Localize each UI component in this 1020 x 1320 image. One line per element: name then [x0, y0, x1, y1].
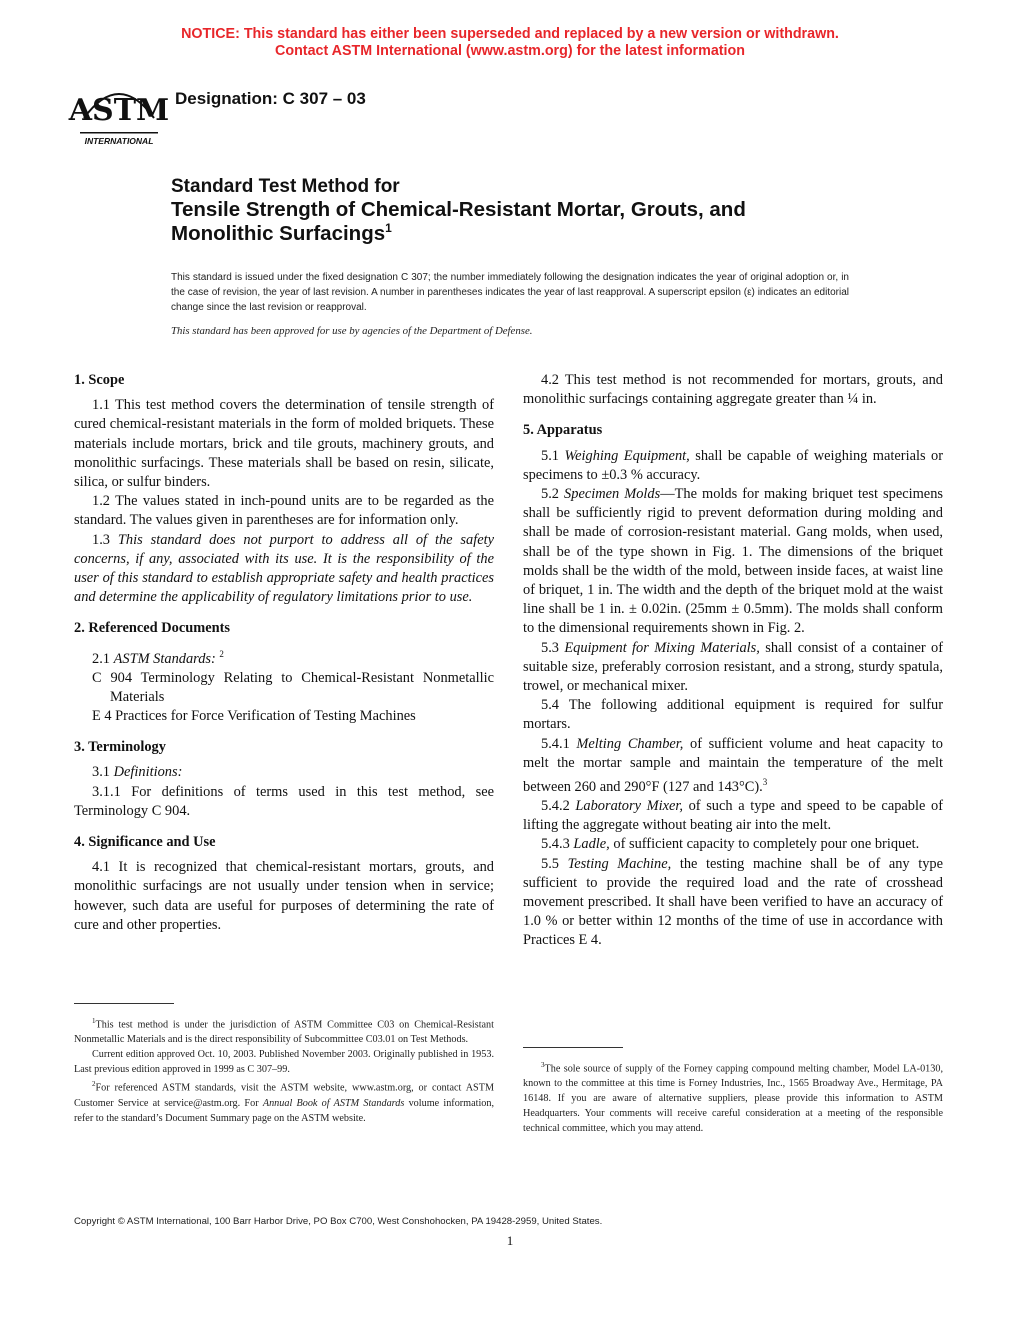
paragraph-4-1: 4.1 It is recognized that chemical-resistant mortars, grouts, and monolithic surfacings are not usually under tension when in service; however, such data are useful for purposes of determining the rate of cure and other properties.: [74, 859, 494, 933]
footnote-2: $^2$For referenced ASTM standards, visit the ASTM website, www.astm.org, or contact ASTM Customer Service at service@astm.org. For Annual Book of ASTM Standards volume information, refer to the standard’s Document Summary page on the ASTM website.: [74, 1080, 495, 1124]
notice-line-1: NOTICE: This standard has either been superseded and replaced by a new version or withdrawn.: [181, 26, 839, 42]
paragraph-2-1: 2.1 ASTM Standards: $^2$: [92, 648, 224, 667]
paragraph-5-2: 5.2 Specimen Molds—The molds for making briquet test specimens shall be sufficiently rigid to prevent deformation during molding and shall be made of corrosion-resistant material. Gang molds, when used, shall be of the type shown in Fig. 1. The dimensions of the briquet molds shall be the width of the mold, between inside faces, at waist line of briquet, 1 in. The width and the depth of the briquet mold at the waist line shall be 1 in. ± 0.02in. (25mm ± 0.5mm). The molds shall conform to the dimensional requirements shown in Fig. 2.: [523, 486, 943, 637]
paragraph-5-3: 5.3 Equipment for Mixing Materials, shall consist of a container of suitable size, preferably corrosion resistant, and a strong, sturdy spatula, trowel, or mechanical mixer.: [523, 639, 943, 695]
section-heading-scope: 1. Scope: [74, 372, 125, 388]
paragraph-1-2: 1.2 The values stated in inch-pound units are to be regarded as the standard. The values given in parentheses are for information only.: [74, 493, 494, 529]
footnotes-right: [523, 1058, 943, 1136]
paragraph-3-1: 3.1 Definitions:: [92, 764, 183, 781]
paragraph-5-4-3: 5.4.3 Ladle, of sufficient capacity to completely pour one briquet.: [541, 836, 920, 853]
paragraph-5-4-2: 5.4.2 Laboratory Mixer, of such a type and speed to be capable of lifting the aggregate without beating air into the melt.: [523, 798, 943, 834]
copyright-line: Copyright © ASTM International, 100 Barr Harbor Drive, PO Box C700, West Conshohocken, PA 19428-2959, United States.: [74, 1216, 603, 1227]
page-number: 1: [506, 1233, 514, 1248]
footnote-3: $^3$The sole source of supply of the Forney capping compound melting chamber, Model LA-0130, known to the committee at this time is Forney Industries, Inc., 1565 Broadway Ave., Hermitage, PA 16148. If you are aware of alternative suppliers, please provide this information to ASTM Headquarters. Your comments will receive careful consideration at a meeting of the responsible technical committee, which you may attend.: [523, 1061, 943, 1135]
intro-paragraph: This standard is issued under the fixed designation C 307; the number immediately following the designation indicates the year of original adoption or, in the case of revision, the year of last revision. A number in parentheses indicates the year of last reapproval. A superscript epsilon (ε) indicates an editorial change since the last revision or reapproval.: [171, 272, 849, 314]
logo-subtext: INTERNATIONAL: [84, 136, 154, 146]
notice-banner: [0, 26, 1020, 60]
section-heading-significance: 4. Significance and Use: [74, 834, 216, 851]
paragraph-1-1: 1.1 This test method covers the determination of tensile strength of cured chemical-resistant materials in the form of molded briquets. These materials include mortars, brick and tile grouts, machinery grouts, and monolithic surfacings. These materials shall be based on resin, silicate, silica, or sulfur binders.: [74, 397, 494, 491]
paragraph-3-1-1: 3.1.1 For definitions of terms used in this test method, see Terminology C 904.: [74, 783, 494, 819]
section-heading-refdocs: 2. Referenced Documents: [74, 620, 230, 637]
astm-logo-icon: [68, 78, 170, 150]
paragraph-5-4: 5.4 The following additional equipment is required for sulfur mortars.: [523, 697, 943, 733]
footnote-1-edition: Current edition approved Oct. 10, 2003. Published November 2003. Originally published in 1953. Last previous edition approved in 1999 as C 307–99.: [74, 1049, 494, 1076]
title-line-3: Monolithic Surfacings$^1$: [171, 221, 392, 245]
paragraph-5-1: 5.1 Weighing Equipment, shall be capable of weighing materials or specimens to ±0.3 % accuracy.: [523, 447, 944, 483]
reference-c904: C 904 Terminology Relating to Chemical-Resistant Nonmetallic Materials: [92, 669, 494, 705]
title-line-2: Tensile Strength of Chemical-Resistant Mortar, Grouts, and: [171, 198, 746, 221]
section-heading-terminology: 3. Terminology: [74, 739, 166, 756]
reference-e4: E 4 Practices for Force Verification of Testing Machines: [92, 708, 416, 725]
section-heading-apparatus: 5. Apparatus: [523, 422, 603, 439]
footnotes-left: [74, 1014, 494, 1126]
paragraph-1-3: 1.3 This standard does not purport to address all of the safety concerns, if any, associated with its use. It is the responsibility of the user of this standard to establish appropriate safety and health practices and determine the applicability of regulatory limitations prior to use.: [74, 531, 494, 606]
footnote-1: $^1$This test method is under the jurisdiction of ASTM Committee C03 on Chemical-Resistant Nonmetallic Materials and is the direct responsibility of Subcommittee C03.01 on Test Methods.: [74, 1017, 494, 1046]
document-title: [171, 176, 746, 246]
designation: Designation: C 307 – 03: [175, 89, 366, 108]
footnote-divider-right: [523, 1047, 623, 1048]
title-footnote-mark: 1: [385, 221, 392, 235]
paragraph-4-2: 4.2 This test method is not recommended for mortars, grouts, and monolithic surfacings containing aggregate greater than ¼ in.: [523, 372, 943, 408]
right-column: [523, 371, 943, 951]
notice-line-2: Contact ASTM International (www.astm.org) for the latest information: [275, 43, 745, 59]
footnote-divider-left: [74, 1003, 174, 1004]
paragraph-5-5: 5.5 Testing Machine, the testing machine shall be of any type sufficient to provide the required load and the rate of crosshead movement prescribed. It shall have been verified to have an accuracy of 1.0 % or better within 12 months of the time of use in accordance with Practices E 4.: [523, 855, 944, 949]
logo-text: ASTM: [68, 93, 170, 128]
astm-logo: [68, 78, 170, 150]
title-line-1: Standard Test Method for: [171, 176, 400, 197]
defense-note: This standard has been approved for use by agencies of the Department of Defense.: [171, 325, 533, 337]
paragraph-5-4-1: 5.4.1 Melting Chamber, of sufficient volume and heat capacity to melt the mortar sample and maintain the temperature of the melt between 260 and 290°F (127 and 143°C).$^3$: [523, 735, 943, 795]
left-column: [74, 371, 494, 935]
